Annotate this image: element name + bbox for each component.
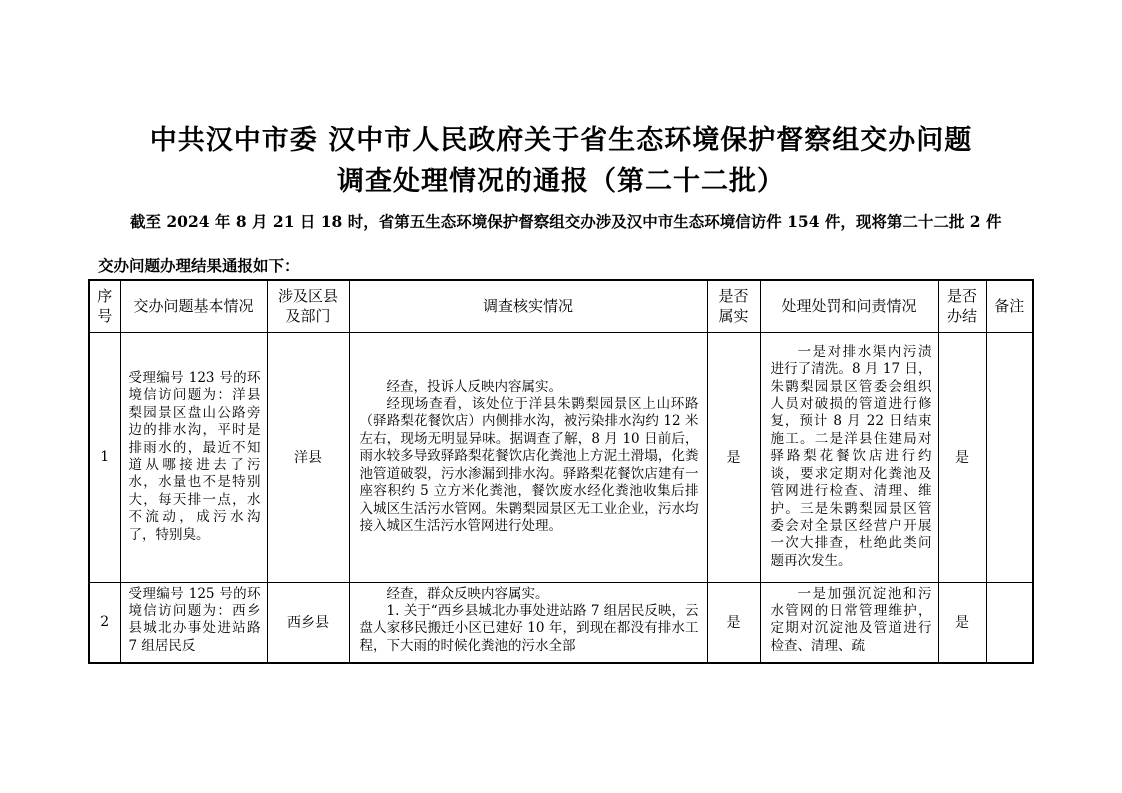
row-remarks: [986, 332, 1033, 582]
investigation-details: 经现场查看，该处位于洋县朱鹮梨园景区上山环路（驿路梨花餐饮店）内侧排水沟，被污染排水沟约 12 米左右，现场无明显异味。据调查了解，8 月 10 日前后，雨水较多导致驿路梨花餐饮店化粪池上方泥土滑塌，化粪池管道破裂，污水渗漏到排水沟。驿路梨花餐饮店建有一座容积约 5 立方米化粪池，餐饮废水经化粪池收集后排入城区生活污水管网。朱鹮梨园景区无工业企业，污水均接入城区生活污水管网进行处理。: [359, 396, 699, 534]
table-row: [89, 582, 1033, 663]
header-dept: 涉及区县及部门: [267, 280, 349, 332]
table-header-row: [89, 280, 1033, 332]
row-action: [760, 582, 938, 663]
row-basic-info: [120, 582, 267, 663]
row-action: [760, 332, 938, 582]
intro-line-2: 交办问题办理结果通报如下：: [98, 256, 300, 275]
basic-info-text: 受理编号 123 号的环境信访问题为：洋县梨园景区盘山公路旁边的排水沟，平时是排雨水的，最近不知道从哪接进去了污水，水量也不是特别大，每天排一点，水不流动，成污水沟了，特别臭。: [128, 369, 261, 543]
header-basic-info: 交办问题基本情况: [120, 280, 267, 332]
row-investigation: [349, 332, 707, 582]
investigation-conclusion: 经查，群众反映内容属实。: [386, 585, 549, 602]
header-investigation: 调查核实情况: [349, 280, 707, 332]
row-dept: 西乡县: [267, 582, 349, 663]
investigation-conclusion: 经查，投诉人反映内容属实。: [386, 378, 562, 395]
header-remarks: 备注: [986, 280, 1033, 332]
row-dept: 洋县: [267, 332, 349, 582]
report-title-line-1: 中共汉中市委 汉中市人民政府关于省生态环境保护督察组交办问题: [149, 125, 973, 156]
table-row: [89, 332, 1033, 582]
intro-line-1: 截至 2024 年 8 月 21 日 18 时，省第五生态环境保护督察组交办涉及汉中市生态环境信访件 154 件，现将第二十二批 2 件: [130, 212, 1002, 231]
report-title-line-2: 调查处理情况的通报（第二十二批）: [337, 166, 785, 197]
row-basic-info: [120, 332, 267, 582]
row-index: 1: [89, 332, 120, 582]
row-remarks: [986, 582, 1033, 663]
basic-info-text: 受理编号 125 号的环境信访问题为：西乡县城北办事处进站路 7 组居民反: [128, 585, 261, 654]
header-closed: 是否办结: [938, 280, 986, 332]
row-index: 2: [89, 582, 120, 663]
row-verified: 是: [707, 332, 760, 582]
action-text: 一是加强沉淀池和污水管网的日常管理维护，定期对沉淀池及管道进行检查、清理、疏: [770, 585, 932, 654]
action-text: 一是对排水渠内污渍进行了清洗。8 月 17 日，朱鹮梨园景区管委会组织人员对破损的管道进行修复，预计 8 月 22 日结束施工。二是洋县住建局对驿路梨花餐饮店进行约谈，要求定期对化粪池及管网进行检查、清理、维护。三是朱鹮梨园景区管委会对全景区经营户开展一次大排查，杜绝此类问题再次发生。: [770, 343, 932, 569]
header-action: 处理处罚和问责情况: [760, 280, 938, 332]
row-closed: 是: [938, 332, 986, 582]
row-closed: 是: [938, 582, 986, 663]
investigation-details: 1. 关于“西乡县城北办事处进站路 7 组居民反映，云盘人家移民搬迁小区已建好 10 年，到现在都没有排水工程，下大雨的时候化粪池的污水全部: [359, 602, 699, 654]
header-verified: 是否属实: [707, 280, 760, 332]
header-index: 序号: [89, 280, 120, 332]
issues-table: [88, 279, 1034, 664]
row-investigation: [349, 582, 707, 663]
row-verified: 是: [707, 582, 760, 663]
